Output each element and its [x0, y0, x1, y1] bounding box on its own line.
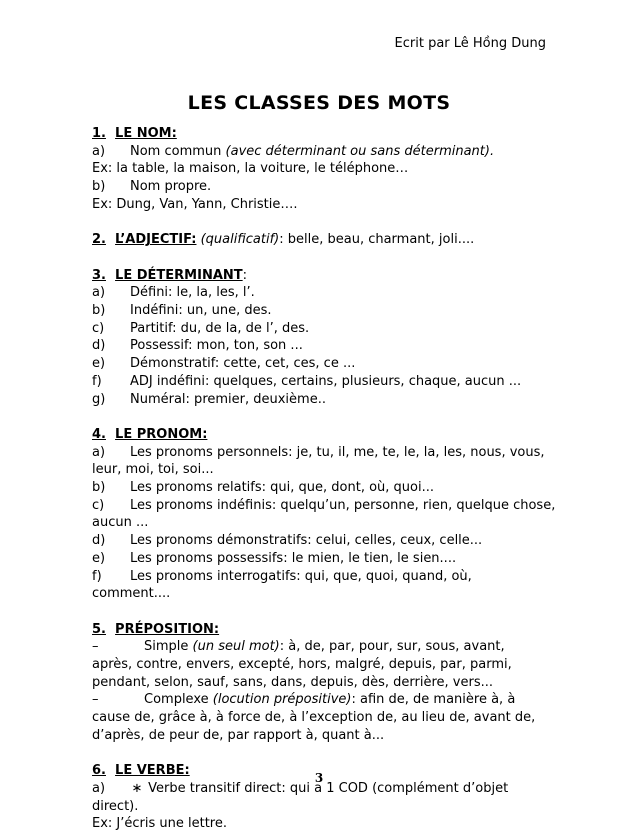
list-item	[92, 497, 554, 515]
item-label: a)	[92, 444, 106, 460]
item-text: Les pronoms personnels: je, tu, il, me, te, le, la, les, nous, vous,	[130, 444, 545, 460]
item-label: f)	[92, 568, 102, 584]
list-item	[92, 479, 554, 497]
list-item	[92, 391, 554, 409]
item-note: (un seul mot)	[192, 639, 280, 655]
item-label: a)	[92, 285, 106, 301]
item-label: g)	[92, 391, 106, 407]
item-text: Complexe	[144, 692, 209, 708]
section-heading-nom	[92, 125, 554, 143]
section-heading-pronom	[92, 426, 554, 444]
item-note: (locution prépositive)	[212, 692, 352, 708]
item-text: Les pronoms relatifs: qui, que, dont, où, quoi...	[130, 480, 434, 496]
example-line: Ex: J’écris une lettre.	[92, 816, 227, 832]
item-text: Démonstratif: cette, cet, ces, ce ...	[130, 356, 356, 372]
item-text: Numéral: premier, deuxième..	[130, 391, 326, 407]
item-label: b)	[92, 303, 106, 318]
item-label: e)	[92, 550, 106, 566]
section-heading-adjectif	[92, 231, 554, 249]
item-text: ADJ indéfini: quelques, certains, plusieurs, chaque, aucun ...	[130, 373, 522, 389]
section-heading-determinant	[92, 267, 554, 285]
section-number: 1.	[92, 126, 106, 141]
section-number: 6.	[92, 763, 106, 779]
section-title: LE VERBE:	[115, 763, 190, 779]
list-item-continuation: direct).	[92, 798, 139, 814]
list-item	[92, 691, 554, 709]
author-header: Ecrit par Lê Hồng Dung	[394, 36, 546, 51]
list-item-continuation: comment....	[92, 586, 171, 602]
asterisk-icon: ∗	[131, 780, 143, 796]
item-text: : à, de, par, pour, sur, sous, avant,	[279, 639, 505, 655]
dash-bullet: –	[92, 692, 99, 708]
list-item	[92, 638, 554, 656]
item-label: a)	[92, 780, 106, 796]
item-label: f)	[92, 373, 102, 389]
page-title: LES CLASSES DES MOTS	[187, 92, 451, 114]
section-number: 5.	[92, 621, 106, 637]
section-text: : belle, beau, charmant, joli....	[279, 232, 475, 248]
list-item	[92, 337, 554, 355]
item-text: : afin de, de manière à, à	[351, 692, 516, 708]
list-item-continuation: après, contre, envers, excepté, hors, malgré, depuis, par, parmi,	[92, 657, 512, 673]
list-item	[92, 302, 554, 320]
item-text: Partitif: du, de la, de l’, des.	[130, 320, 310, 336]
list-item	[92, 568, 554, 586]
item-text: Possessif: mon, ton, son ...	[130, 338, 303, 354]
item-text: Les pronoms indéfinis: quelqu’un, personne, rien, quelque chose,	[130, 497, 556, 513]
list-item-continuation: leur, moi, toi, soi...	[92, 462, 214, 478]
list-item-continuation: aucun ...	[92, 515, 149, 531]
item-text: Verbe transitif direct: qui a 1 COD (complément d’objet	[148, 780, 509, 796]
item-text: Indéfini: un, une, des.	[130, 303, 272, 318]
item-label: a)	[92, 143, 106, 159]
list-item	[92, 178, 554, 196]
section-title: LE NOM:	[115, 126, 177, 141]
item-label: d)	[92, 533, 106, 549]
list-item	[92, 143, 554, 161]
section-title: LE PRONOM:	[115, 426, 208, 442]
example-line: Ex: Dung, Van, Yann, Christie….	[92, 196, 298, 212]
section-heading-preposition	[92, 621, 554, 639]
section-number: 2.	[92, 232, 106, 248]
list-item	[92, 550, 554, 568]
section-title: PRÉPOSITION:	[115, 621, 220, 637]
colon: :	[242, 267, 248, 283]
list-item	[92, 355, 554, 373]
item-label: e)	[92, 356, 106, 372]
section-number: 4.	[92, 426, 106, 442]
list-item-continuation: d’après, de peur de, par rapport à, quant à...	[92, 727, 385, 743]
list-item	[92, 320, 554, 338]
page-number: 3	[314, 771, 324, 785]
item-label: b)	[92, 480, 106, 496]
item-label: d)	[92, 338, 106, 354]
item-text: Nom propre.	[130, 179, 212, 195]
item-text: Les pronoms possessifs: le mien, le tien, le sien....	[130, 550, 457, 566]
list-item-continuation: cause de, grâce à, à force de, à l’exception de, au lieu de, avant de,	[92, 710, 536, 726]
example-line: Ex: la table, la maison, la voiture, le téléphone…	[92, 161, 409, 177]
item-text: Simple	[144, 639, 189, 655]
list-item	[92, 444, 554, 462]
list-item	[92, 284, 554, 302]
item-note: (avec déterminant ou sans déterminant).	[225, 143, 495, 159]
item-text: Les pronoms interrogatifs: qui, que, quoi, quand, où,	[130, 568, 472, 584]
item-label: c)	[92, 320, 105, 336]
list-item-continuation: pendant, selon, sauf, sans, dans, depuis, dès, derrière, vers...	[92, 674, 494, 690]
section-title: L’ADJECTIF:	[115, 232, 197, 248]
section-number: 3.	[92, 267, 106, 283]
list-item	[92, 532, 554, 550]
section-note: (qualificatif)	[200, 232, 280, 248]
list-item	[92, 373, 554, 391]
item-label: b)	[92, 179, 106, 195]
section-title: LE DÉTERMINANT	[115, 267, 243, 283]
document-body	[92, 125, 554, 833]
item-text: Nom commun	[130, 143, 222, 159]
item-text: Les pronoms démonstratifs: celui, celles, ceux, celle...	[130, 533, 483, 549]
item-text: Défini: le, la, les, l’.	[130, 285, 255, 301]
item-label: c)	[92, 497, 105, 513]
dash-bullet: –	[92, 639, 99, 655]
